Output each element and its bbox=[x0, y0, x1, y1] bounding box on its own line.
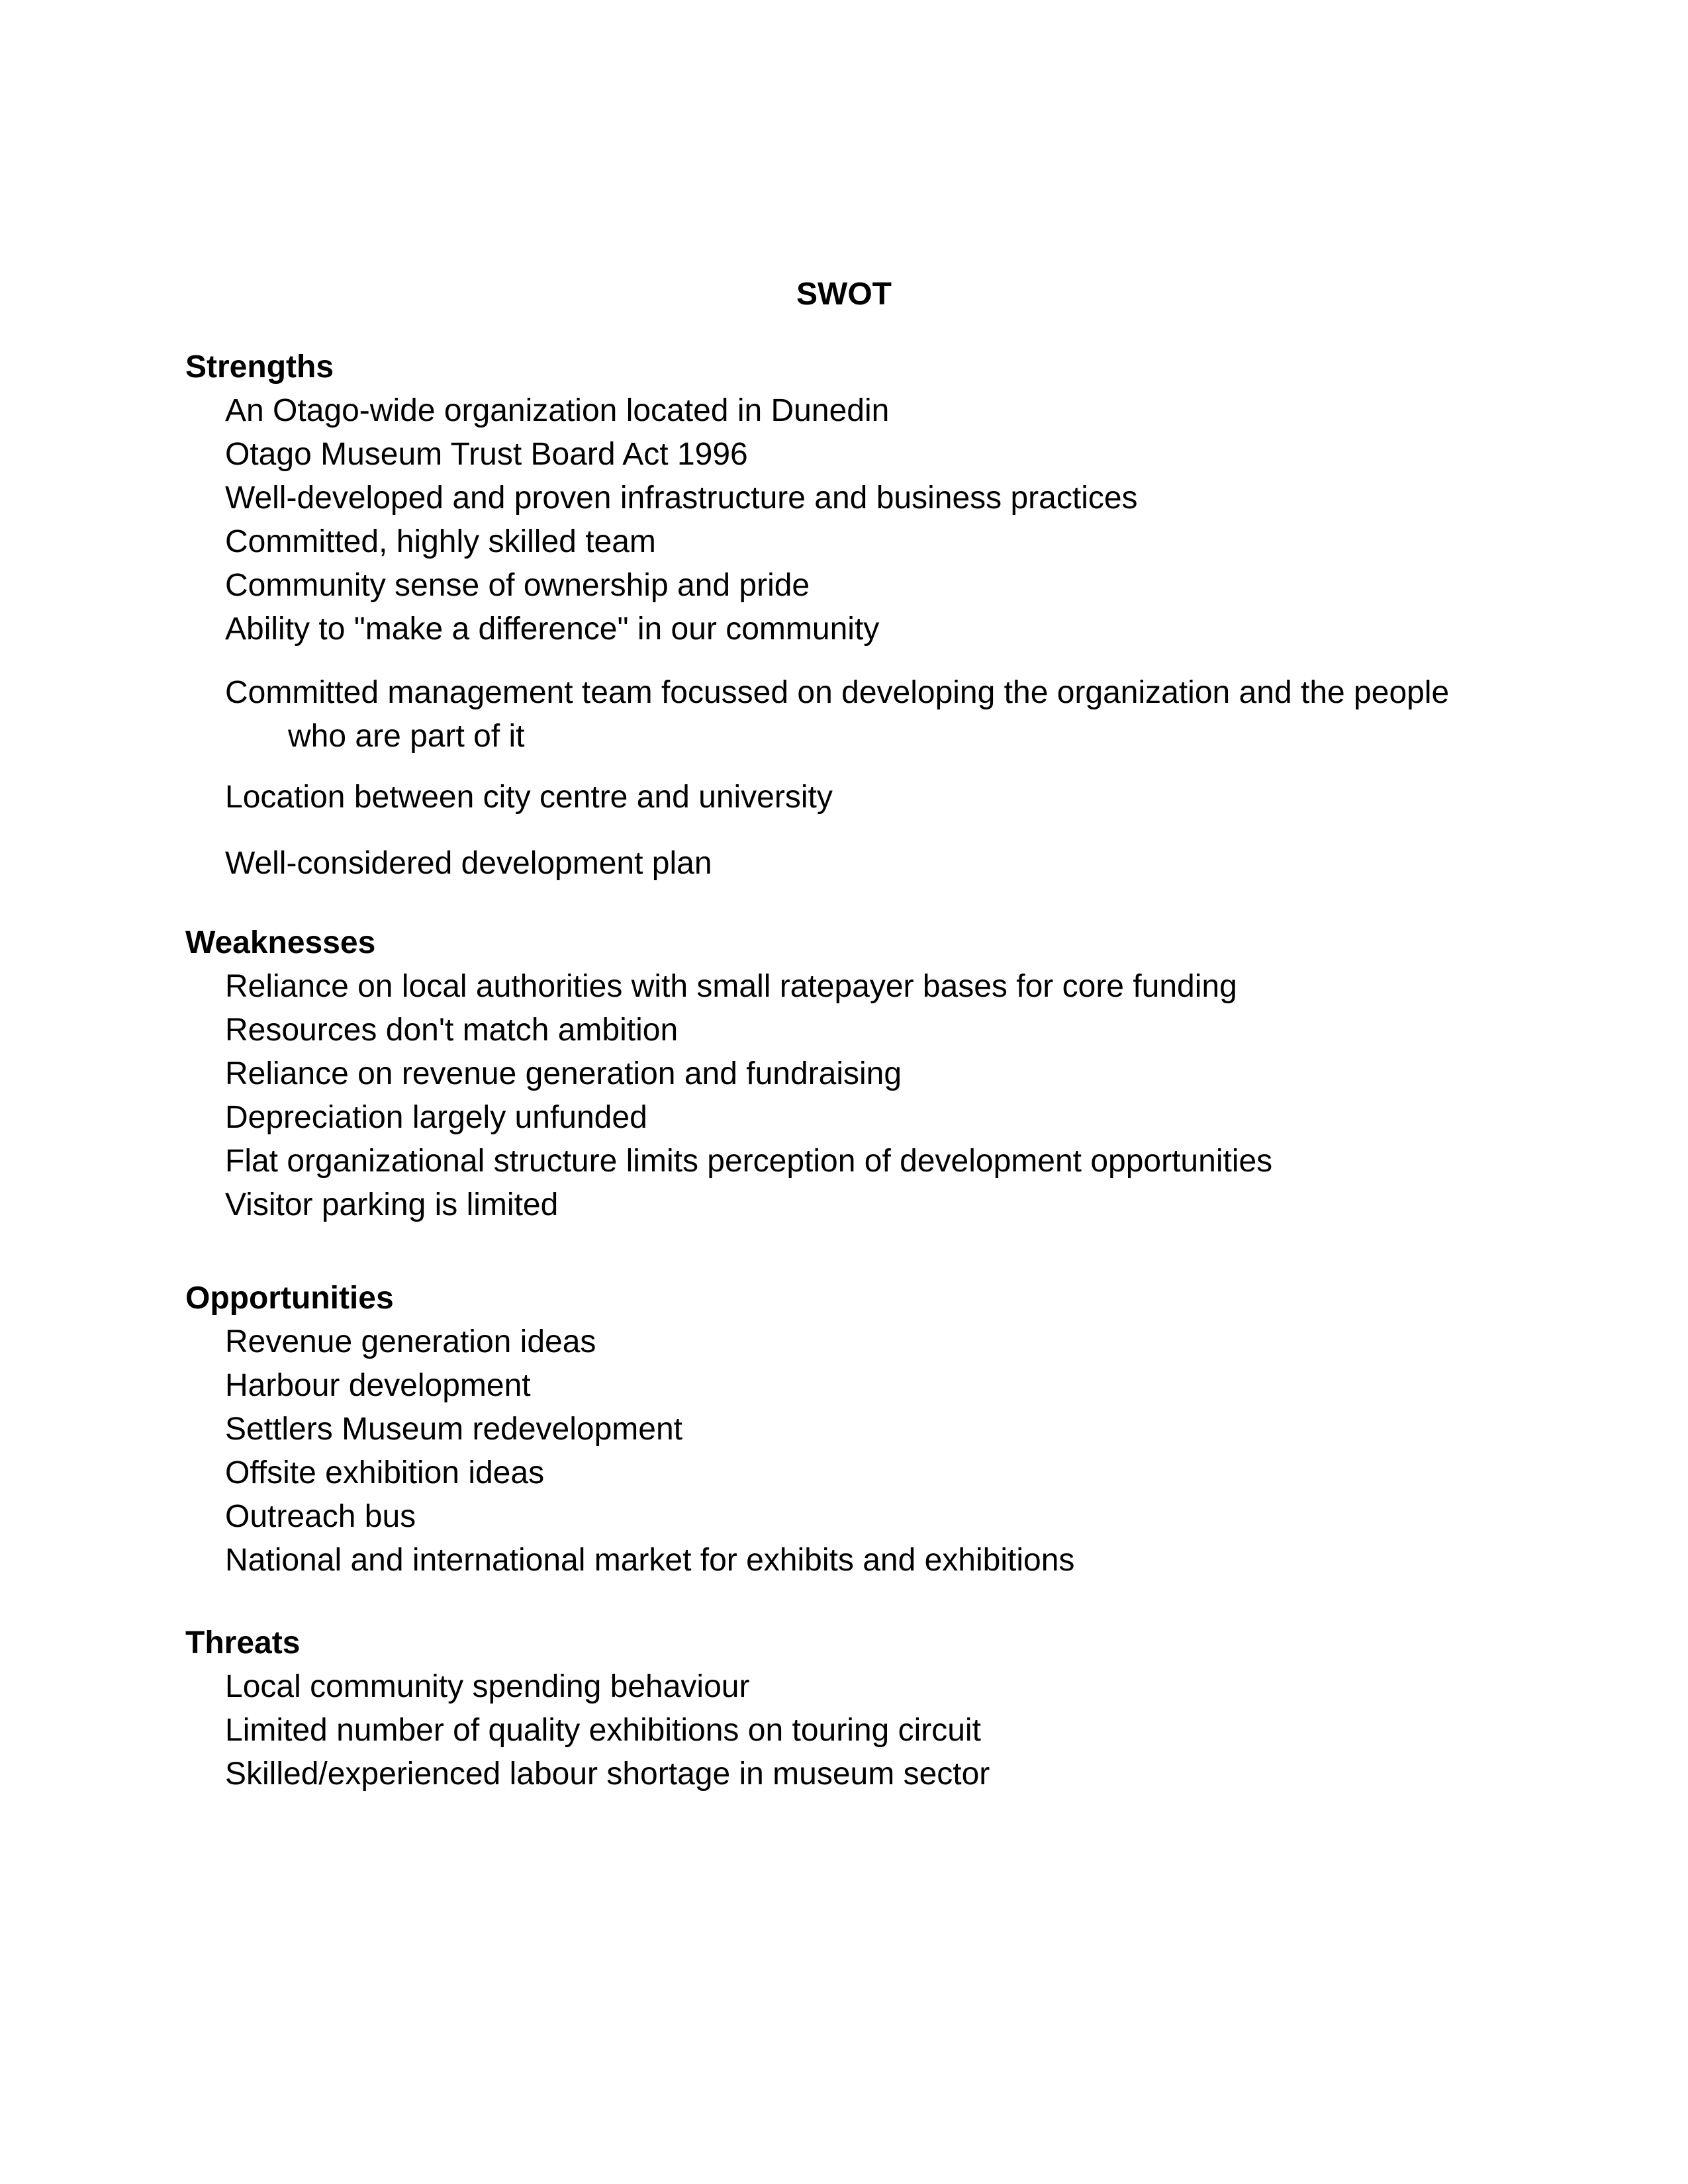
section-strengths bbox=[0, 345, 1688, 886]
list-item: Limited number of quality exhibitions on touring circuit bbox=[225, 1713, 981, 1748]
list-item: Committed, highly skilled team bbox=[225, 524, 656, 559]
list-item: Skilled/experienced labour shortage in museum sector bbox=[225, 1756, 990, 1792]
list-item: An Otago-wide organization located in Dunedin bbox=[225, 393, 890, 428]
section-heading-strengths: Strengths bbox=[185, 349, 334, 385]
list-item: Well-considered development plan bbox=[225, 846, 712, 881]
section-heading-threats: Threats bbox=[185, 1625, 301, 1661]
list-item: Local community spending behaviour bbox=[225, 1669, 750, 1704]
list-item: Offsite exhibition ideas bbox=[225, 1455, 545, 1490]
list-item: Revenue generation ideas bbox=[225, 1324, 596, 1359]
list-item: Flat organizational structure limits perception of development opportunities bbox=[225, 1144, 1273, 1179]
list-item: Harbour development bbox=[225, 1368, 531, 1403]
section-weaknesses bbox=[0, 921, 1688, 1227]
list-item: National and international market for exhibits and exhibitions bbox=[225, 1543, 1075, 1578]
list-item: Ability to "make a difference" in our community bbox=[225, 612, 880, 647]
section-threats bbox=[0, 1621, 1688, 1796]
section-heading-opportunities: Opportunities bbox=[185, 1281, 394, 1316]
list-item: Resources don't match ambition bbox=[225, 1013, 679, 1048]
list-item: Committed management team focussed on developing the organization and the people bbox=[225, 675, 1450, 710]
list-item: Visitor parking is limited bbox=[225, 1187, 559, 1222]
list-item: Settlers Museum redevelopment bbox=[225, 1412, 682, 1447]
section-opportunities bbox=[0, 1277, 1688, 1582]
list-item: Reliance on revenue generation and fundraising bbox=[225, 1056, 902, 1091]
list-item: Depreciation largely unfunded bbox=[225, 1100, 647, 1135]
document-title: SWOT bbox=[796, 277, 892, 312]
list-item: Reliance on local authorities with small ratepayer bases for core funding bbox=[225, 969, 1237, 1004]
list-item: Outreach bus bbox=[225, 1499, 416, 1534]
list-item: Otago Museum Trust Board Act 1996 bbox=[225, 437, 748, 472]
list-item-continuation: who are part of it bbox=[288, 719, 525, 754]
list-item: Location between city centre and university bbox=[225, 780, 833, 815]
list-item: Community sense of ownership and pride bbox=[225, 568, 810, 603]
section-heading-weaknesses: Weaknesses bbox=[185, 925, 376, 960]
list-item: Well-developed and proven infrastructure and business practices bbox=[225, 480, 1138, 516]
